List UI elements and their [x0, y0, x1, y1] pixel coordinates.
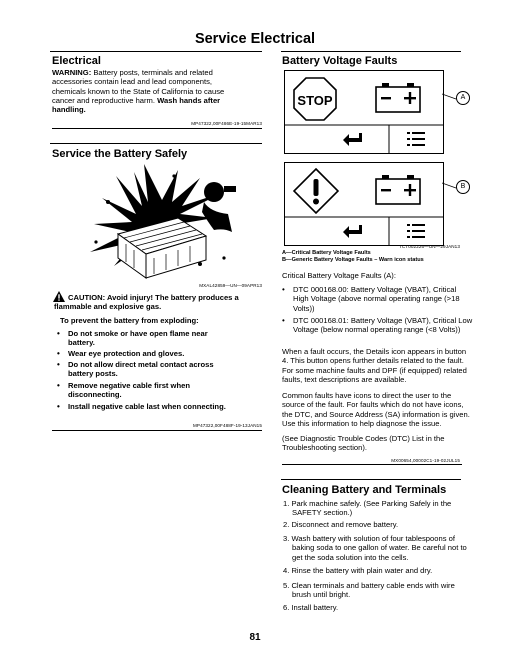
- warning-text: WARNING: Battery posts, terminals and related accessories contain lead and lead components, chemicals known to the State of California to cause cancer and reproductive harm. Wash hands after handling.: [52, 68, 225, 115]
- section-rule: [281, 51, 461, 52]
- details-list-icon: [407, 222, 425, 240]
- prevent-text: To prevent the battery from exploding:: [60, 316, 199, 325]
- caution-text: CAUTION: Avoid injury! The battery produces a: [68, 293, 239, 302]
- figure-legend: A—Critical Battery Voltage Faults B—Generic Battery Voltage Faults – Warn icon status: [282, 250, 424, 263]
- page-title: Service Electrical: [194, 31, 316, 47]
- figure-reference: TCT002226—UN—29JAN13: [399, 244, 460, 249]
- divider: [282, 464, 462, 465]
- list-item: 5. Clean terminals and battery cable ends with wire brush until bright.: [283, 581, 455, 600]
- list-item: • Do not allow direct metal contact across battery posts.: [68, 360, 268, 379]
- warning-diamond-icon: [293, 168, 339, 214]
- battery-icon: [375, 173, 421, 205]
- list-item: • DTC 000168.00: Battery Voltage (VBAT), Critical High Voltage (above normal operating range (>18 Volts)): [293, 285, 483, 313]
- list-item: • Wear eye protection and gloves.: [68, 349, 268, 358]
- battery-explosion-illustration: [74, 162, 244, 280]
- callout-b: B: [456, 180, 470, 194]
- image-reference: MXAL42859—UN—09APR13: [199, 283, 262, 288]
- warning-triangle-icon: [53, 291, 65, 302]
- list-item: 6. Install battery.: [283, 603, 339, 612]
- list-item: 1. Park machine safely. (See Parking Safely in the SAFETY section.): [283, 499, 452, 518]
- list-item: 3. Wash battery with solution of four tablespoons of baking soda to one gallon of water. Be careful not to get the soda solution into the cells.: [283, 534, 467, 562]
- caution-text-cont: flammable and explosive gas.: [54, 302, 162, 311]
- reference-code: MP47322,00F486E-19-15MAR13: [191, 121, 262, 126]
- battery-faults-heading: Battery Voltage Faults: [282, 55, 398, 67]
- paragraph: When a fault occurs, the Details icon appears in button 4. This button opens further details related to the fault. For some machine faults and DPF (if equipped) related faults, text descriptions are available.: [282, 347, 467, 384]
- section-rule: [50, 51, 262, 52]
- list-item: • Do not smoke or have open flame near battery.: [68, 329, 268, 348]
- stop-octagon-icon: [293, 77, 337, 121]
- divider: [52, 430, 262, 431]
- list-item: • DTC 000168.01: Battery Voltage (VBAT), Critical Low Voltage (below normal operating range (<8 Volts)): [293, 316, 483, 335]
- svg-text:STOP: STOP: [297, 93, 333, 108]
- generic-fault-display: [284, 162, 444, 246]
- paragraph: (See Diagnostic Trouble Codes (DTC) List in the Troubleshooting section).: [282, 434, 445, 453]
- reference-code: MX00654,00002C1-19-02JUL15: [391, 458, 460, 463]
- battery-safe-heading: Service the Battery Safely: [52, 148, 188, 160]
- details-list-icon: [407, 130, 425, 148]
- back-arrow-icon: [341, 131, 363, 147]
- section-rule: [50, 143, 262, 144]
- back-arrow-icon: [341, 223, 363, 239]
- list-item: 2. Disconnect and remove battery.: [283, 520, 399, 529]
- critical-intro: Critical Battery Voltage Faults (A):: [282, 271, 396, 280]
- battery-icon: [375, 81, 421, 113]
- paragraph: Common faults have icons to direct the user to the source of the fault. For faults which do not have icons, the DTC, and Source Address (SA) information is given. Use this information to help diagnose the issue.: [282, 391, 470, 428]
- electrical-heading: Electrical: [52, 55, 101, 67]
- page-number: 81: [249, 632, 261, 643]
- critical-fault-display: [284, 70, 444, 154]
- callout-a: A: [456, 91, 470, 105]
- reference-code: MP47322,00F488F-19-13JAN15: [193, 423, 262, 428]
- divider: [52, 128, 262, 129]
- list-item: 4. Rinse the battery with plain water and dry.: [283, 566, 433, 575]
- list-item: • Install negative cable last when connecting.: [68, 402, 278, 411]
- cleaning-heading: Cleaning Battery and Terminals: [282, 484, 447, 496]
- section-rule: [281, 479, 461, 480]
- list-item: • Remove negative cable first when disconnecting.: [68, 381, 268, 400]
